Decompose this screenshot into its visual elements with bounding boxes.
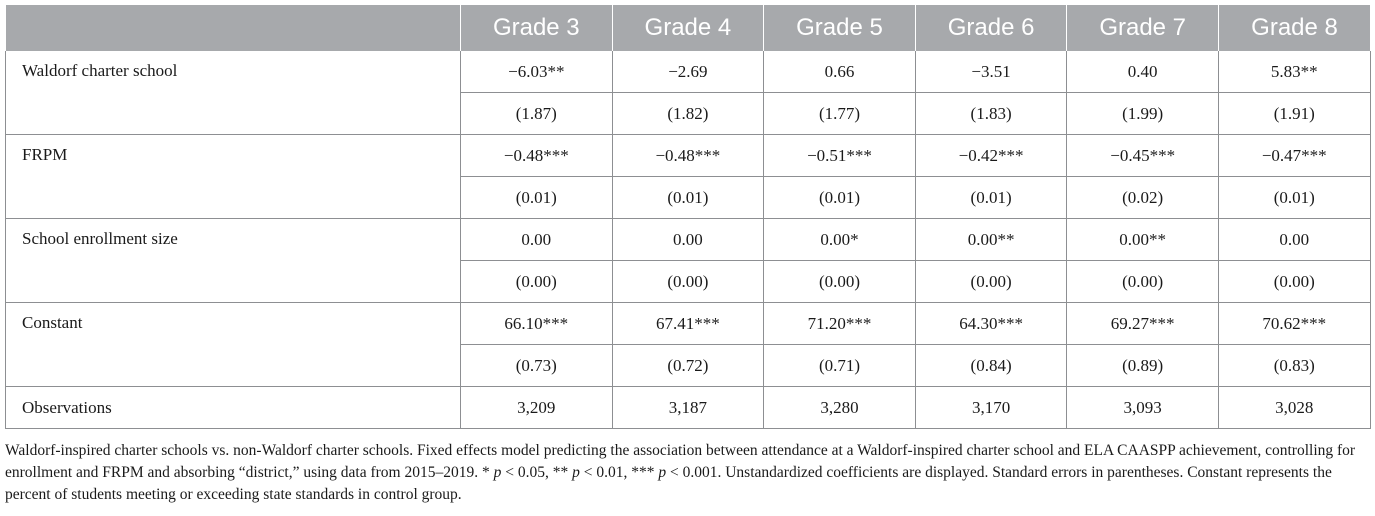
se-cell: (0.00) (461, 261, 613, 303)
observations-cell: 3,187 (612, 387, 764, 429)
se-cell: (0.01) (915, 177, 1067, 219)
regression-table (5, 5, 1371, 429)
coef-cell: 0.00* (764, 219, 916, 261)
observations-cell: 3,028 (1218, 387, 1370, 429)
table-header (6, 5, 1371, 51)
coef-cell: −0.42*** (915, 135, 1067, 177)
se-cell: (1.83) (915, 93, 1067, 135)
note-text: < 0.001. Unstandardized coefficients are displayed. Standard errors in parentheses. Constant represents the percent of students meeting or exceeding state standards in control group. (5, 464, 1332, 503)
row-label: FRPM (6, 135, 461, 219)
coef-cell: −0.48*** (612, 135, 764, 177)
coef-cell: 70.62*** (1218, 303, 1370, 345)
se-cell: (1.99) (1067, 93, 1219, 135)
se-cell: (0.72) (612, 345, 764, 387)
coef-cell: 67.41*** (612, 303, 764, 345)
coef-cell: −6.03** (461, 51, 613, 93)
se-cell: (1.87) (461, 93, 613, 135)
se-cell: (0.01) (1218, 177, 1370, 219)
coef-cell: 0.00 (461, 219, 613, 261)
header-grade-3: Grade 3 (461, 5, 613, 51)
coef-cell: 69.27*** (1067, 303, 1219, 345)
observations-row (6, 387, 1371, 429)
coef-cell: 0.40 (1067, 51, 1219, 93)
coef-cell: −3.51 (915, 51, 1067, 93)
p-symbol: p (493, 464, 502, 481)
row-label: Observations (6, 387, 461, 429)
coef-cell: 64.30*** (915, 303, 1067, 345)
observations-cell: 3,280 (764, 387, 916, 429)
se-cell: (0.00) (1218, 261, 1370, 303)
coef-cell: −2.69 (612, 51, 764, 93)
coef-cell: 0.00** (1067, 219, 1219, 261)
se-cell: (0.00) (764, 261, 916, 303)
header-grade-5: Grade 5 (764, 5, 916, 51)
observations-cell: 3,209 (461, 387, 613, 429)
se-cell: (0.84) (915, 345, 1067, 387)
header-blank (6, 5, 461, 51)
coef-cell: −0.47*** (1218, 135, 1370, 177)
row-label: School enrollment size (6, 219, 461, 303)
row-label: Constant (6, 303, 461, 387)
coef-cell: −0.48*** (461, 135, 613, 177)
se-cell: (1.77) (764, 93, 916, 135)
table-body (6, 51, 1371, 429)
coef-cell: −0.51*** (764, 135, 916, 177)
coef-cell: −0.45*** (1067, 135, 1219, 177)
table-row (6, 135, 1371, 177)
note-text: < 0.05, ** (501, 464, 573, 481)
coef-cell: 66.10*** (461, 303, 613, 345)
se-cell: (0.89) (1067, 345, 1219, 387)
p-symbol: p (658, 464, 667, 481)
se-cell: (1.91) (1218, 93, 1370, 135)
se-cell: (0.00) (915, 261, 1067, 303)
observations-cell: 3,170 (915, 387, 1067, 429)
se-cell: (0.00) (1067, 261, 1219, 303)
se-cell: (0.73) (461, 345, 613, 387)
note-text: < 0.01, *** (579, 464, 659, 481)
coef-cell: 0.00** (915, 219, 1067, 261)
header-grade-6: Grade 6 (915, 5, 1067, 51)
se-cell: (0.71) (764, 345, 916, 387)
table-footnote (5, 440, 1370, 506)
table-row (6, 219, 1371, 261)
se-cell: (0.01) (461, 177, 613, 219)
se-cell: (0.01) (612, 177, 764, 219)
table-row (6, 51, 1371, 93)
se-cell: (0.83) (1218, 345, 1370, 387)
header-grade-7: Grade 7 (1067, 5, 1219, 51)
coef-cell: 0.00 (612, 219, 764, 261)
se-cell: (1.82) (612, 93, 764, 135)
note-text: Waldorf-inspired charter schools vs. non-Waldorf charter schools. Fixed effects model predicting the association between attendance at a Waldorf-inspired charter school and ELA CAASPP achievement, controlling for enrollment and FRPM and absorbing “district,” using data from 2015–2019. * (5, 442, 1356, 481)
coef-cell: 71.20*** (764, 303, 916, 345)
coef-cell: 0.66 (764, 51, 916, 93)
se-cell: (0.01) (764, 177, 916, 219)
p-symbol: p (572, 464, 580, 481)
header-grade-4: Grade 4 (612, 5, 764, 51)
coef-cell: 0.00 (1218, 219, 1370, 261)
se-cell: (0.02) (1067, 177, 1219, 219)
row-label: Waldorf charter school (6, 51, 461, 135)
observations-cell: 3,093 (1067, 387, 1219, 429)
table-row (6, 303, 1371, 345)
header-grade-8: Grade 8 (1218, 5, 1370, 51)
se-cell: (0.00) (612, 261, 764, 303)
coef-cell: 5.83** (1218, 51, 1370, 93)
